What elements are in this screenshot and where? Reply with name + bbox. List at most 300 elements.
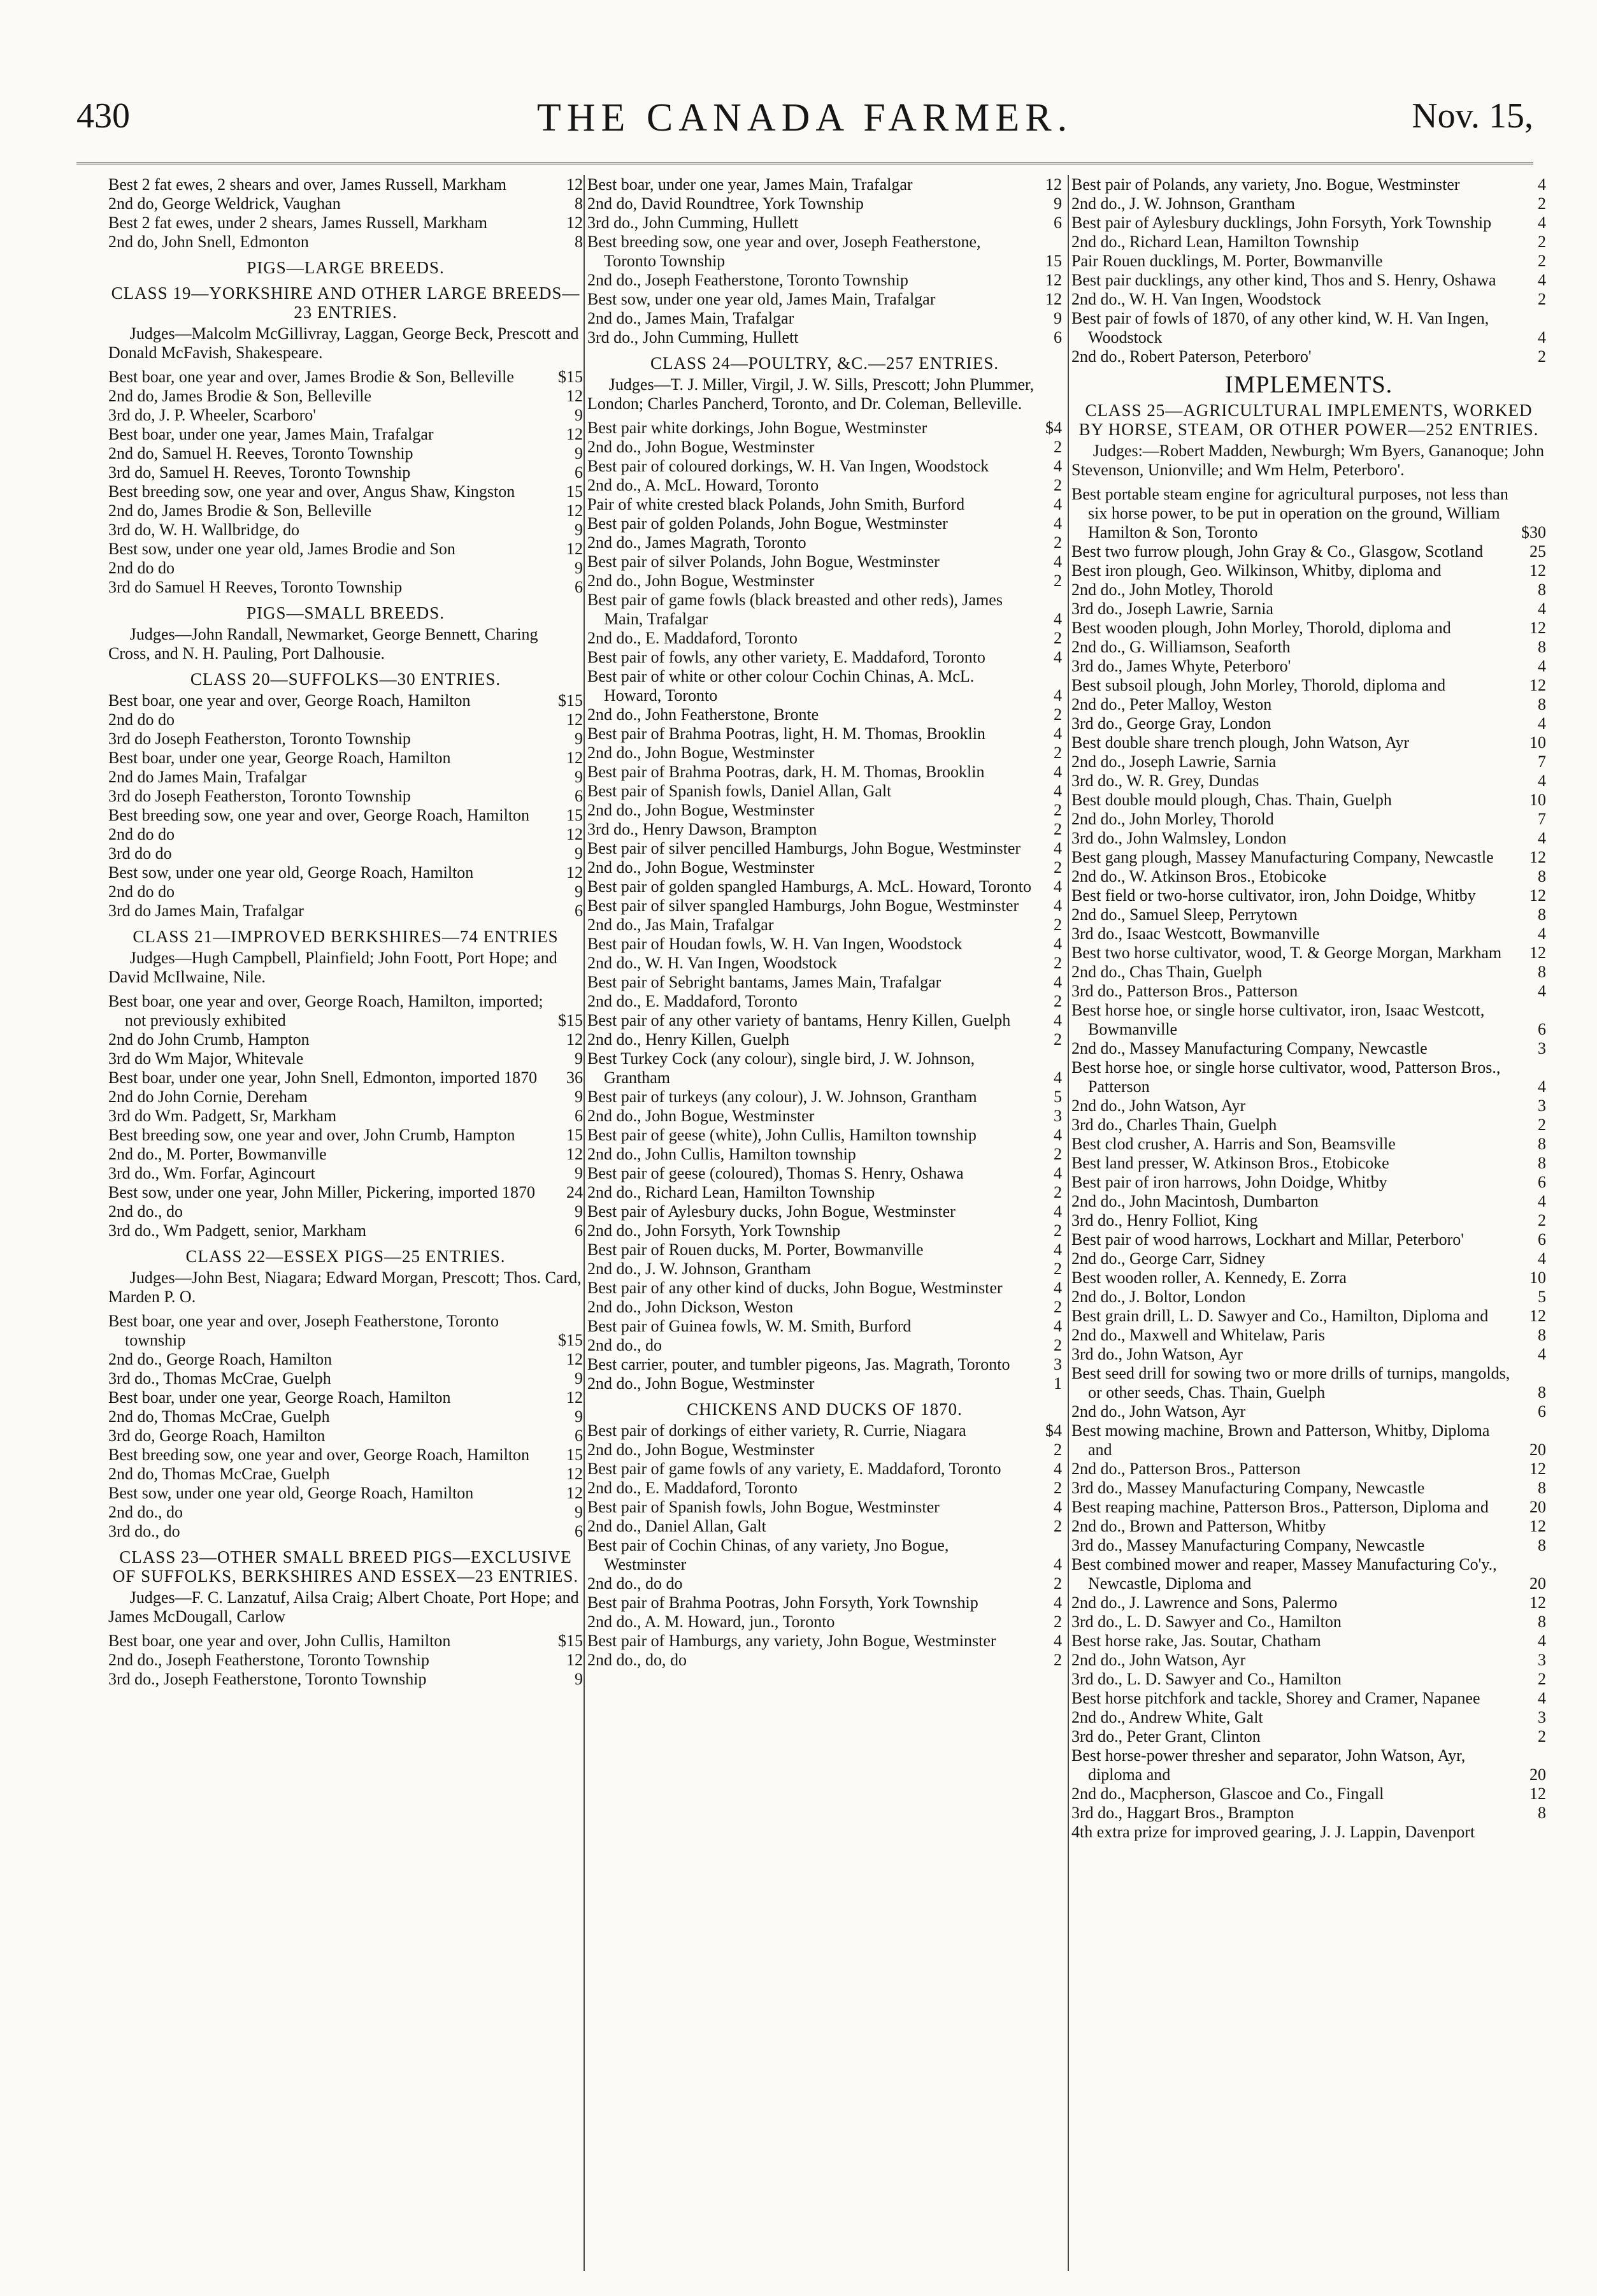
entry-text: 3rd do Joseph Featherston, Toronto Township: [108, 787, 411, 805]
entry-prize: 9: [575, 520, 583, 539]
entry-prize: 8: [1538, 638, 1546, 656]
entry-text: 2nd do., Joseph Lawrie, Sarnia: [1071, 752, 1277, 771]
entry-prize: 2: [1054, 992, 1062, 1010]
prize-entry: [587, 1517, 1062, 1536]
prize-entry: [587, 233, 1062, 271]
entry-text: Best horse-power thresher and separator, John Watson, Ayr, diploma and: [1071, 1746, 1466, 1784]
entry-text: Best boar, under one year, John Snell, Edmonton, imported 1870: [108, 1068, 538, 1087]
entry-text: Best land presser, W. Atkinson Bros., Etobicoke: [1071, 1154, 1389, 1172]
entry-prize: 8: [1538, 580, 1546, 599]
entry-text: Best sow, under one year, John Miller, Pickering, imported 1870: [108, 1183, 535, 1202]
entry-prize: 9: [575, 844, 583, 863]
header-rule: [76, 162, 1533, 164]
prize-entry: [1071, 867, 1546, 886]
prize-entry: [1071, 271, 1546, 290]
prize-entry: [587, 495, 1062, 514]
entry-text: 2nd do., Andrew White, Galt: [1071, 1708, 1263, 1726]
entry-text: Best pair of turkeys (any colour), J. W. Johnson, Grantham: [587, 1087, 977, 1106]
entry-text: Best double mould plough, Chas. Thain, Guelph: [1071, 791, 1392, 809]
prize-entry: [587, 213, 1062, 233]
entry-text: Best pair of any other kind of ducks, John Bogue, Westminster: [587, 1279, 1003, 1297]
entry-prize: 2: [1054, 629, 1062, 647]
entry-prize: 9: [575, 1503, 583, 1521]
entry-prize: 12: [1529, 944, 1546, 962]
prize-entry: [1071, 1192, 1546, 1211]
entry-prize: 12: [566, 425, 583, 443]
entry-text: 2nd do., John Macintosh, Dumbarton: [1071, 1192, 1319, 1210]
prize-entry: [587, 1240, 1062, 1259]
judges-paragraph: Judges—John Best, Niagara; Edward Morgan, Prescott; Thos. Card, Marden P. O.: [108, 1268, 582, 1306]
entry-text: Best pair of golden spangled Hamburgs, A. McL. Howard, Toronto: [587, 877, 1031, 896]
entry-text: 3rd do Samuel H Reeves, Toronto Township: [108, 578, 403, 596]
entry-prize: 2: [1054, 1145, 1062, 1163]
entry-prize: 4: [1054, 1498, 1062, 1516]
prize-entry: [587, 1460, 1062, 1479]
entry-text: 3rd do., Henry Folliot, King: [1071, 1211, 1258, 1230]
prize-entry: [108, 1202, 583, 1221]
entry-prize: 2: [1054, 1479, 1062, 1497]
prize-entry: [1071, 1402, 1546, 1421]
entry-text: Best breeding sow, one year and over, Angus Shaw, Kingston: [108, 482, 515, 501]
prize-entry: [1071, 1460, 1546, 1479]
prize-entry: [1071, 1230, 1546, 1249]
prize-entry: [587, 1202, 1062, 1221]
entry-text: Best pair of Polands, any variety, Jno. Bogue, Westminster: [1071, 175, 1460, 194]
entry-prize: 3: [1054, 1107, 1062, 1125]
entry-prize: 4: [1054, 1460, 1062, 1478]
entry-prize: 6: [575, 787, 583, 805]
entry-text: Best pair of coloured dorkings, W. H. Van Ingen, Woodstock: [587, 457, 989, 475]
entry-prize: 4: [1054, 495, 1062, 513]
entry-prize: 4: [1054, 1011, 1062, 1030]
entry-prize: 2: [1538, 233, 1546, 251]
entry-text: 3rd do., Haggart Bros., Brampton: [1071, 1804, 1294, 1822]
entry-prize: 12: [1529, 1784, 1546, 1803]
prize-entry: [587, 1183, 1062, 1202]
entry-text: Best 2 fat ewes, 2 shears and over, James Russell, Markham: [108, 175, 506, 194]
prize-entry: [1071, 1708, 1546, 1727]
entry-text: 2nd do., Joseph Featherstone, Toronto Township: [587, 271, 908, 289]
entry-text: 2nd do., Patterson Bros., Patterson: [1071, 1460, 1301, 1478]
entry-text: 2nd do, Thomas McCrae, Guelph: [108, 1465, 330, 1483]
entry-text: 2nd do., do: [587, 1336, 662, 1354]
entry-prize: 12: [1045, 175, 1062, 194]
entry-prize: 8: [1538, 1479, 1546, 1497]
prize-entry: [587, 194, 1062, 213]
entry-prize: 12: [566, 710, 583, 729]
prize-entry: [108, 233, 583, 252]
prize-entry: [587, 591, 1062, 629]
entry-prize: 4: [1054, 1202, 1062, 1221]
entry-prize: 4: [1538, 924, 1546, 943]
entry-text: Best two horse cultivator, wood, T. & George Morgan, Markham: [1071, 944, 1502, 962]
entry-text: Best clod crusher, A. Harris and Son, Beamsville: [1071, 1135, 1396, 1153]
entry-prize: 4: [1054, 514, 1062, 533]
entry-prize: 12: [566, 1465, 583, 1483]
judges-paragraph: Judges:—Robert Madden, Newburgh; Wm Byers, Gananoque; John Stevenson, Unionville; and Wm Helm, Peterboro'.: [1071, 441, 1544, 479]
entry-prize: 12: [566, 387, 583, 405]
entry-text: 2nd do, David Roundtree, York Township: [587, 194, 864, 213]
prize-entry: [587, 438, 1062, 457]
entry-text: Best gang plough, Massey Manufacturing Company, Newcastle: [1071, 848, 1494, 866]
entry-text: Best wooden plough, John Morley, Thorold, diploma and: [1071, 619, 1451, 637]
entry-prize: 6: [1538, 1402, 1546, 1421]
prize-entry: [587, 1049, 1062, 1087]
entry-text: Best boar, under one year, George Roach, Hamilton: [108, 1388, 451, 1407]
prize-entry: [587, 1374, 1062, 1393]
entry-prize: 6: [575, 578, 583, 596]
prize-entry: [1071, 1039, 1546, 1058]
entry-text: Best iron plough, Geo. Wilkinson, Whitby, diploma and: [1071, 561, 1442, 580]
prize-entry: [587, 571, 1062, 591]
prize-entry: [587, 309, 1062, 328]
entry-text: Best pair of Rouen ducks, M. Porter, Bowmanville: [587, 1240, 924, 1259]
prize-entry: [1071, 1632, 1546, 1651]
prize-entry: [108, 1145, 583, 1164]
entry-prize: 6: [1054, 213, 1062, 232]
prize-entry: [587, 1107, 1062, 1126]
entry-prize: 1: [1054, 1374, 1062, 1393]
prize-entry: [108, 1068, 583, 1087]
prize-entry: [108, 1446, 583, 1465]
prize-entry: [108, 1522, 583, 1541]
entry-text: 3rd do., do: [108, 1522, 180, 1540]
prize-entry: [1071, 905, 1546, 924]
entry-prize: 4: [1054, 935, 1062, 953]
entry-prize: 12: [566, 749, 583, 767]
entry-text: 2nd do., John Bogue, Westminster: [587, 1107, 815, 1125]
entry-prize: 2: [1538, 1670, 1546, 1688]
entry-text: 2nd do., do: [108, 1503, 183, 1521]
entry-prize: 25: [1529, 542, 1546, 561]
entry-text: 3rd do., George Gray, London: [1071, 714, 1271, 733]
entry-prize: 8: [575, 194, 583, 213]
entry-prize: 8: [1538, 1154, 1546, 1172]
prize-entry: [108, 444, 583, 463]
entry-text: Best pair white dorkings, John Bogue, Westminster: [587, 419, 927, 437]
entry-prize: 2: [1054, 858, 1062, 877]
entry-prize: 2: [1538, 1211, 1546, 1230]
prize-entry: [108, 213, 583, 233]
prize-entry: [1071, 252, 1546, 271]
prize-entry: [1071, 657, 1546, 676]
entry-text: Best subsoil plough, John Morley, Thorold, diploma and: [1071, 676, 1446, 694]
entry-text: 2nd do., do, do: [587, 1651, 687, 1669]
entry-prize: 4: [1054, 648, 1062, 666]
entry-text: 3rd do., James Whyte, Peterboro': [1071, 657, 1291, 675]
prize-entry: [108, 501, 583, 520]
prize-entry: [1071, 599, 1546, 619]
entry-text: 2nd do John Crumb, Hampton: [108, 1030, 310, 1049]
prize-entry: [1071, 542, 1546, 561]
section-heading: CHICKENS AND DUCKS OF 1870.: [687, 1400, 963, 1419]
prize-entry: [1071, 886, 1546, 905]
prize-entry: [587, 782, 1062, 801]
entry-text: Best pair of Spanish fowls, Daniel Allan, Galt: [587, 782, 892, 800]
entry-text: Best pair of Aylesbury ducks, John Bogue, Westminster: [587, 1202, 956, 1221]
entry-prize: 8: [1538, 905, 1546, 924]
prize-entry: [1071, 944, 1546, 963]
entry-prize: 8: [1538, 1135, 1546, 1153]
entry-prize: 5: [1054, 1087, 1062, 1106]
prize-entry: [1071, 1268, 1546, 1288]
entry-prize: 9: [575, 1670, 583, 1688]
prize-entry: [1071, 1001, 1546, 1039]
entry-prize: 2: [1538, 1116, 1546, 1134]
section-heading: CLASS 24—POULTRY, &C.—257 ENTRIES.: [650, 354, 999, 373]
entry-prize: 8: [1538, 1326, 1546, 1344]
entry-prize: 4: [1538, 1345, 1546, 1363]
entry-text: Best seed drill for sowing two or more drills of turnips, mangolds, or other seeds, Chas. Thain, Guelph: [1071, 1364, 1510, 1402]
entry-prize: 9: [575, 1369, 583, 1388]
entry-text: Best sow, under one year old, George Roach, Hamilton: [108, 863, 474, 882]
column-divider: [584, 175, 585, 2271]
prize-entry: [587, 1536, 1062, 1574]
entry-text: Best pair of wood harrows, Lockhart and Millar, Peterboro': [1071, 1230, 1464, 1249]
entry-text: Best horse rake, Jas. Soutar, Chatham: [1071, 1632, 1321, 1650]
entry-text: 3rd do., Massey Manufacturing Company, Newcastle: [1071, 1479, 1425, 1497]
entry-text: Best combined mower and reaper, Massey Manufacturing Co'y., Newcastle, Diploma and: [1071, 1555, 1497, 1593]
entry-prize: 12: [566, 863, 583, 882]
entry-text: 3rd do., Peter Grant, Clinton: [1071, 1727, 1261, 1746]
prize-entry: [108, 406, 583, 425]
entry-text: 2nd do, John Snell, Edmonton: [108, 233, 309, 251]
entry-prize: $15: [558, 1632, 583, 1650]
entry-text: 2nd do., do: [108, 1202, 183, 1221]
entry-prize: 4: [1538, 829, 1546, 847]
entry-prize: 9: [575, 1407, 583, 1426]
entry-text: 2nd do., George Roach, Hamilton: [108, 1350, 333, 1368]
entry-text: Best pair of Sebright bantams, James Main, Trafalgar: [587, 973, 942, 991]
entry-prize: 12: [566, 1145, 583, 1163]
entry-prize: 9: [575, 1164, 583, 1182]
entry-prize: 2: [1538, 290, 1546, 308]
entry-prize: 9: [575, 1049, 583, 1068]
entry-prize: 5: [1538, 1288, 1546, 1306]
prize-entry: [587, 328, 1062, 347]
entry-text: Best wooden roller, A. Kennedy, E. Zorra: [1071, 1268, 1347, 1287]
entry-text: Best pair of white or other colour Cochin Chinas, A. McL. Howard, Toronto: [587, 667, 975, 705]
entry-text: 2nd do., Richard Lean, Hamilton Township: [587, 1183, 875, 1202]
prize-entry: [587, 1221, 1062, 1240]
entry-text: Best pair of iron harrows, John Doidge, Whitby: [1071, 1173, 1387, 1191]
entry-text: 2nd do., E. Maddaford, Toronto: [587, 992, 798, 1010]
prize-entry: [108, 578, 583, 597]
entry-prize: 12: [1529, 619, 1546, 637]
entry-text: 2nd do., Daniel Allan, Galt: [587, 1517, 766, 1535]
entry-text: 2nd do James Main, Trafalgar: [108, 768, 307, 786]
entry-text: 3rd do, W. H. Wallbridge, do: [108, 520, 300, 539]
entry-text: 4th extra prize for improved gearing, J. J. Lappin, Davenport: [1071, 1823, 1475, 1841]
entry-prize: 3: [1054, 1355, 1062, 1374]
entry-text: 2nd do., John Bogue, Westminster: [587, 801, 815, 819]
entry-text: Best pair of geese (white), John Cullis, Hamilton township: [587, 1126, 977, 1144]
prize-entry: [1071, 771, 1546, 791]
entry-prize: 12: [1529, 561, 1546, 580]
prize-entry: [587, 1126, 1062, 1145]
prize-entry: [108, 368, 583, 387]
entry-prize: 2: [1538, 1727, 1546, 1746]
entry-text: Best pair of Cochin Chinas, of any variety, Jno Bogue, Westminster: [587, 1536, 949, 1574]
entry-prize: 4: [1054, 1068, 1062, 1087]
entry-text: 2nd do., Peter Malloy, Weston: [1071, 695, 1272, 714]
entry-prize: 3: [1538, 1096, 1546, 1115]
entry-text: 2nd do., Brown and Patterson, Whitby: [1071, 1517, 1326, 1535]
prize-entry: [1071, 213, 1546, 233]
entry-text: Best boar, under one year, James Main, Trafalgar: [108, 425, 434, 443]
prize-entry: [587, 801, 1062, 820]
entry-prize: 2: [1054, 1612, 1062, 1631]
entry-text: 2nd do., J. W. Johnson, Grantham: [587, 1259, 811, 1278]
prize-entry: [1071, 829, 1546, 848]
entry-prize: 4: [1538, 657, 1546, 675]
entry-prize: 12: [566, 825, 583, 843]
entry-text: Pair of white crested black Polands, John Smith, Burford: [587, 495, 965, 513]
masthead-title: THE CANADA FARMER.: [536, 96, 1073, 140]
entry-text: 2nd do., G. Williamson, Seaforth: [1071, 638, 1291, 656]
entry-text: Best pair of Brahma Pootras, John Forsyth, York Township: [587, 1593, 978, 1612]
prize-entry: [108, 194, 583, 213]
entry-prize: 8: [575, 233, 583, 251]
entry-prize: 12: [1529, 676, 1546, 694]
prize-entry: [587, 629, 1062, 648]
prize-entry: [587, 954, 1062, 973]
entry-text: 2nd do., J. Lawrence and Sons, Palermo: [1071, 1593, 1338, 1612]
prize-entry: [587, 290, 1062, 309]
entry-text: 2nd do do: [108, 882, 175, 901]
column-1: [108, 175, 583, 2271]
entry-text: 3rd do., Massey Manufacturing Company, Newcastle: [1071, 1536, 1425, 1554]
prize-entry: [587, 1336, 1062, 1355]
entry-text: 3rd do., L. D. Sawyer and Co., Hamilton: [1071, 1670, 1342, 1688]
entry-prize: $15: [558, 1331, 583, 1349]
entry-prize: 2: [1054, 1651, 1062, 1669]
entry-prize: 12: [1529, 886, 1546, 905]
entry-text: 2nd do do: [108, 825, 175, 843]
entry-text: 2nd do., John Watson, Ayr: [1071, 1651, 1246, 1669]
entry-text: Best boar, one year and over, Joseph Featherstone, Toronto township: [108, 1312, 499, 1349]
section-heading: CLASS 19—YORKSHIRE AND OTHER LARGE BREEDS—23 ENTRIES.: [111, 283, 580, 322]
prize-entry: [108, 463, 583, 482]
prize-entry: [587, 877, 1062, 896]
entry-prize: 9: [575, 406, 583, 424]
prize-entry: [1071, 1135, 1546, 1154]
entry-text: Best boar, under one year, George Roach, Hamilton: [108, 749, 451, 767]
entry-prize: 9: [575, 444, 583, 463]
prize-entry: [587, 1298, 1062, 1317]
prize-entry: [587, 419, 1062, 438]
entry-text: Best pair of fowls, any other variety, E. Maddaford, Toronto: [587, 648, 985, 666]
prize-entry: [1071, 924, 1546, 944]
prize-entry: [108, 1350, 583, 1369]
entry-prize: 4: [1054, 877, 1062, 896]
entry-prize: 12: [1045, 290, 1062, 308]
prize-entry: [108, 768, 583, 787]
entry-prize: 12: [566, 1350, 583, 1368]
entry-prize: 4: [1054, 1126, 1062, 1144]
entry-prize: 15: [566, 1126, 583, 1144]
prize-entry: [1071, 1058, 1546, 1096]
entry-prize: 6: [1538, 1173, 1546, 1191]
prize-entry: [1071, 194, 1546, 213]
prize-entry: [108, 1183, 583, 1202]
entry-prize: 2: [1054, 1221, 1062, 1240]
entry-text: Best pair of game fowls (black breasted and other reds), James Main, Trafalgar: [587, 591, 1003, 628]
prize-entry: [1071, 1746, 1546, 1784]
prize-entry: [1071, 733, 1546, 752]
entry-text: 2nd do., M. Porter, Bowmanville: [108, 1145, 327, 1163]
prize-entry: [1071, 1804, 1546, 1823]
prize-entry: [108, 1388, 583, 1407]
entry-prize: 6: [1538, 1230, 1546, 1249]
prize-entry: [108, 1049, 583, 1068]
entry-text: 3rd do, J. P. Wheeler, Scarboro': [108, 406, 316, 424]
judges-paragraph: Judges—T. J. Miller, Virgil, J. W. Sills, Prescott; John Plummer, London; Charles Pancherd, Toronto, and Dr. Coleman, Belleville.: [587, 375, 1035, 413]
entry-prize: $4: [1045, 419, 1062, 437]
entry-text: 3rd do Joseph Featherston, Toronto Township: [108, 729, 411, 748]
prize-entry: [1071, 1823, 1546, 1842]
entry-prize: 9: [575, 768, 583, 786]
section-heading: IMPLEMENTS.: [1224, 371, 1393, 398]
prize-entry: [587, 1574, 1062, 1593]
entry-text: 3rd do., Wm. Forfar, Agincourt: [108, 1164, 315, 1182]
prize-entry: [108, 806, 583, 825]
entry-prize: 6: [575, 1522, 583, 1540]
entry-prize: 20: [1529, 1498, 1546, 1516]
prize-entry: [587, 667, 1062, 705]
entry-prize: 15: [566, 806, 583, 824]
entry-text: Best pair of golden Polands, John Bogue, Westminster: [587, 514, 948, 533]
prize-entry: [108, 1651, 583, 1670]
prize-entry: [1071, 175, 1546, 194]
entry-prize: 4: [1054, 457, 1062, 475]
prize-entry: [587, 1259, 1062, 1279]
entry-prize: 4: [1054, 686, 1062, 705]
entry-text: 2nd do., John Bogue, Westminster: [587, 1374, 815, 1393]
entry-text: Best 2 fat ewes, under 2 shears, James Russell, Markham: [108, 213, 487, 232]
entry-prize: 2: [1054, 1574, 1062, 1593]
judges-paragraph: Judges—Hugh Campbell, Plainfield; John Foott, Port Hope; and David McIlwaine, Nile.: [108, 949, 557, 986]
entry-prize: 9: [1054, 194, 1062, 213]
entry-prize: 4: [1538, 714, 1546, 733]
entry-prize: 2: [1054, 571, 1062, 590]
prize-entry: [587, 915, 1062, 935]
entry-prize: 12: [1045, 271, 1062, 289]
prize-entry: [1071, 347, 1546, 366]
prize-entry: [108, 387, 583, 406]
entry-prize: 2: [1538, 252, 1546, 270]
column-divider: [1068, 175, 1069, 2271]
entry-text: 3rd do., John Cumming, Hullett: [587, 328, 799, 347]
prize-entry: [1071, 638, 1546, 657]
entry-text: Best horse hoe, or single horse cultivator, wood, Patterson Bros., Patterson: [1071, 1058, 1501, 1096]
entry-prize: $30: [1521, 523, 1546, 542]
prize-entry: [1071, 1517, 1546, 1536]
prize-entry: [108, 787, 583, 806]
entry-prize: 4: [1054, 1555, 1062, 1574]
entry-text: 2nd do., Robert Paterson, Peterboro': [1071, 347, 1312, 366]
entry-text: 2nd do., John Bogue, Westminster: [587, 858, 815, 877]
entry-text: 2nd do., John Bogue, Westminster: [587, 438, 815, 456]
entry-text: 2nd do, Samuel H. Reeves, Toronto Township: [108, 444, 413, 463]
prize-entry: [108, 825, 583, 844]
entry-prize: 4: [1538, 1077, 1546, 1096]
entry-text: 2nd do., John Watson, Ayr: [1071, 1402, 1246, 1421]
entry-text: 2nd do., Massey Manufacturing Company, Newcastle: [1071, 1039, 1428, 1058]
entry-prize: 3: [1538, 1708, 1546, 1726]
entry-text: Best pair of silver pencilled Hamburgs, John Bogue, Westminster: [587, 839, 1021, 857]
entry-text: Best pair of Houdan fowls, W. H. Van Ingen, Woodstock: [587, 935, 963, 953]
